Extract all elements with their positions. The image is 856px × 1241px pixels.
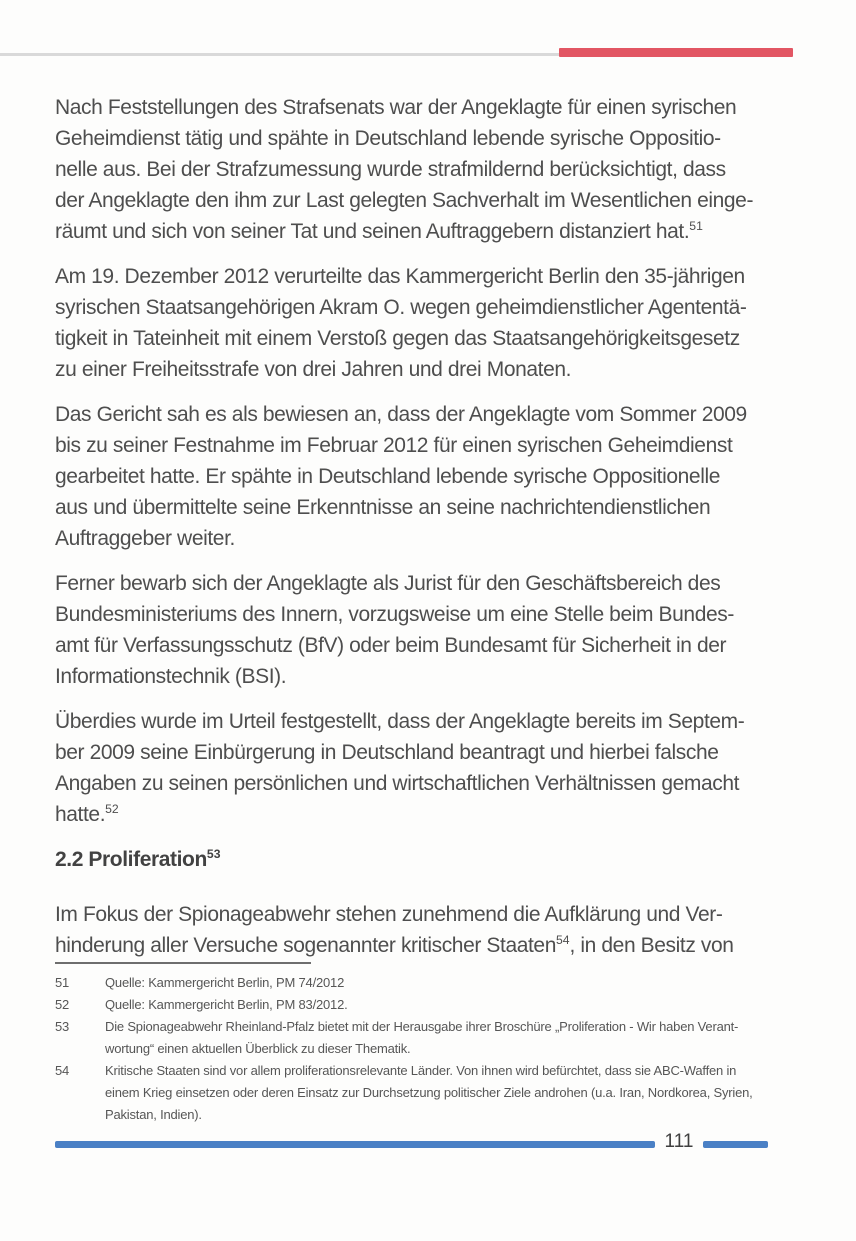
paragraph: [55, 261, 815, 385]
footnote-text-line: einem Krieg einsetzen oder deren Einsatz zur Durchsetzung politischer Ziele androhen (u.a. Iran, Nordkorea, Syrien,: [105, 1085, 753, 1100]
page-body: [55, 92, 815, 975]
paragraph: [55, 899, 815, 961]
footnote-row: [55, 994, 815, 1016]
text-line: syrischen Staatsangehörigen Akram O. wegen geheimdienstlicher Agententä-: [55, 296, 747, 319]
text-line: Informationstechnik (BSI).: [55, 665, 287, 688]
text-line: Auftraggeber weiter.: [55, 527, 235, 550]
text-line: Das Gericht sah es als bewiesen an, dass der Angeklagte vom Sommer 2009: [55, 403, 747, 426]
footnote-separator: [55, 962, 311, 964]
footnote-text-line: wortung“ einen aktuellen Überblick zu dieser Thematik.: [105, 1041, 411, 1056]
footnote-text: [105, 972, 344, 994]
footnote-ref: 51: [689, 219, 703, 233]
text-line: Angaben zu seinen persönlichen und wirtschaftlichen Verhältnissen gemacht: [55, 772, 740, 795]
text-line: bis zu seiner Festnahme im Februar 2012 für einen syrischen Geheimdienst: [55, 434, 733, 457]
footer-rule-left: [55, 1141, 655, 1148]
footnote-text: [105, 1060, 753, 1126]
footnote-text: [105, 1016, 738, 1060]
text-line: ber 2009 seine Einbürgerung in Deutschland beantragt und hierbei falsche: [55, 741, 719, 764]
text-line: Am 19. Dezember 2012 verurteilte das Kammergericht Berlin den 35-jährigen: [55, 265, 745, 288]
footnote-number: 51: [55, 975, 70, 990]
footnote-text-line: Quelle: Kammergericht Berlin, PM 74/2012: [105, 975, 345, 990]
section-heading: [55, 844, 815, 875]
footnote-text-line: Quelle: Kammergericht Berlin, PM 83/2012.: [105, 997, 348, 1012]
text-line: amt für Verfassungsschutz (BfV) oder beim Bundesamt für Sicherheit in der: [55, 634, 727, 657]
text-line: 2.2 Proliferation$^{53}$: [55, 847, 221, 871]
text-line: hatte.$^{52}$: [55, 802, 119, 826]
footnote-text: [105, 994, 348, 1016]
text-line: Bundesministeriums des Innern, vorzugsweise um eine Stelle beim Bundes-: [55, 603, 734, 626]
text-line: gearbeitet hatte. Er spähte in Deutschland lebende syrische Oppositionelle: [55, 465, 721, 488]
text-line: Geheimdienst tätig und spähte in Deutschland lebende syrische Oppositio-: [55, 127, 721, 150]
paragraph: [55, 92, 815, 247]
footnote-text-line: Pakistan, Indien).: [105, 1107, 202, 1122]
footnote-number: 52: [55, 997, 70, 1012]
text-line: tigkeit in Tateinheit mit einem Verstoß gegen das Staatsangehörigkeitsgesetz: [55, 327, 740, 350]
page-number: 111: [664, 1131, 694, 1152]
text-line: Im Fokus der Spionageabwehr stehen zunehmend die Aufklärung und Ver-: [55, 903, 723, 926]
footnote-text-line: Die Spionageabwehr Rheinland-Pfalz bietet mit der Herausgabe ihrer Broschüre „Proliferation - Wir haben Verant-: [105, 1019, 739, 1034]
paragraph: [55, 568, 815, 692]
footnote-ref: 54: [556, 933, 570, 947]
text-line: nelle aus. Bei der Strafzumessung wurde strafmildernd berücksichtigt, dass: [55, 158, 726, 181]
footnote-ref: 52: [105, 802, 119, 816]
footnote-row: [55, 972, 815, 994]
footnotes: [55, 972, 815, 1126]
footnote-number: 53: [55, 1019, 70, 1034]
footnote-number: 54: [55, 1063, 70, 1078]
paragraph: [55, 399, 815, 554]
header-rule-gray: [0, 53, 566, 56]
text-line: räumt und sich von seiner Tat und seinen Auftraggebern distanziert hat.$^{51}$: [55, 219, 703, 243]
text-line: Überdies wurde im Urteil festgestellt, dass der Angeklagte bereits im Septem-: [55, 710, 745, 733]
paragraph: [55, 706, 815, 830]
text-line: der Angeklagte den ihm zur Last gelegten Sachverhalt im Wesentlichen einge-: [55, 189, 754, 212]
text-line: aus und übermittelte seine Erkenntnisse an seine nachrichtendienstlichen: [55, 496, 711, 519]
text-line: Nach Feststellungen des Strafsenats war der Angeklagte für einen syrischen: [55, 96, 737, 119]
footnote-ref: 53: [206, 847, 221, 861]
header-rule-red-accent: [559, 48, 793, 57]
text-line: zu einer Freiheitsstrafe von drei Jahren und drei Monaten.: [55, 358, 572, 381]
text-line: hinderung aller Versuche sogenannter kritischer Staaten$^{54}$, in den Besitz von: [55, 933, 734, 957]
footnote-row: [55, 1060, 815, 1126]
footer-rule-right: [703, 1141, 768, 1148]
footnote-text-line: Kritische Staaten sind vor allem proliferationsrelevante Länder. Von ihnen wird befürchtet, dass sie ABC-Waffen in: [105, 1063, 737, 1078]
footnote-row: [55, 1016, 815, 1060]
text-line: Ferner bewarb sich der Angeklagte als Jurist für den Geschäftsbereich des: [55, 572, 721, 595]
